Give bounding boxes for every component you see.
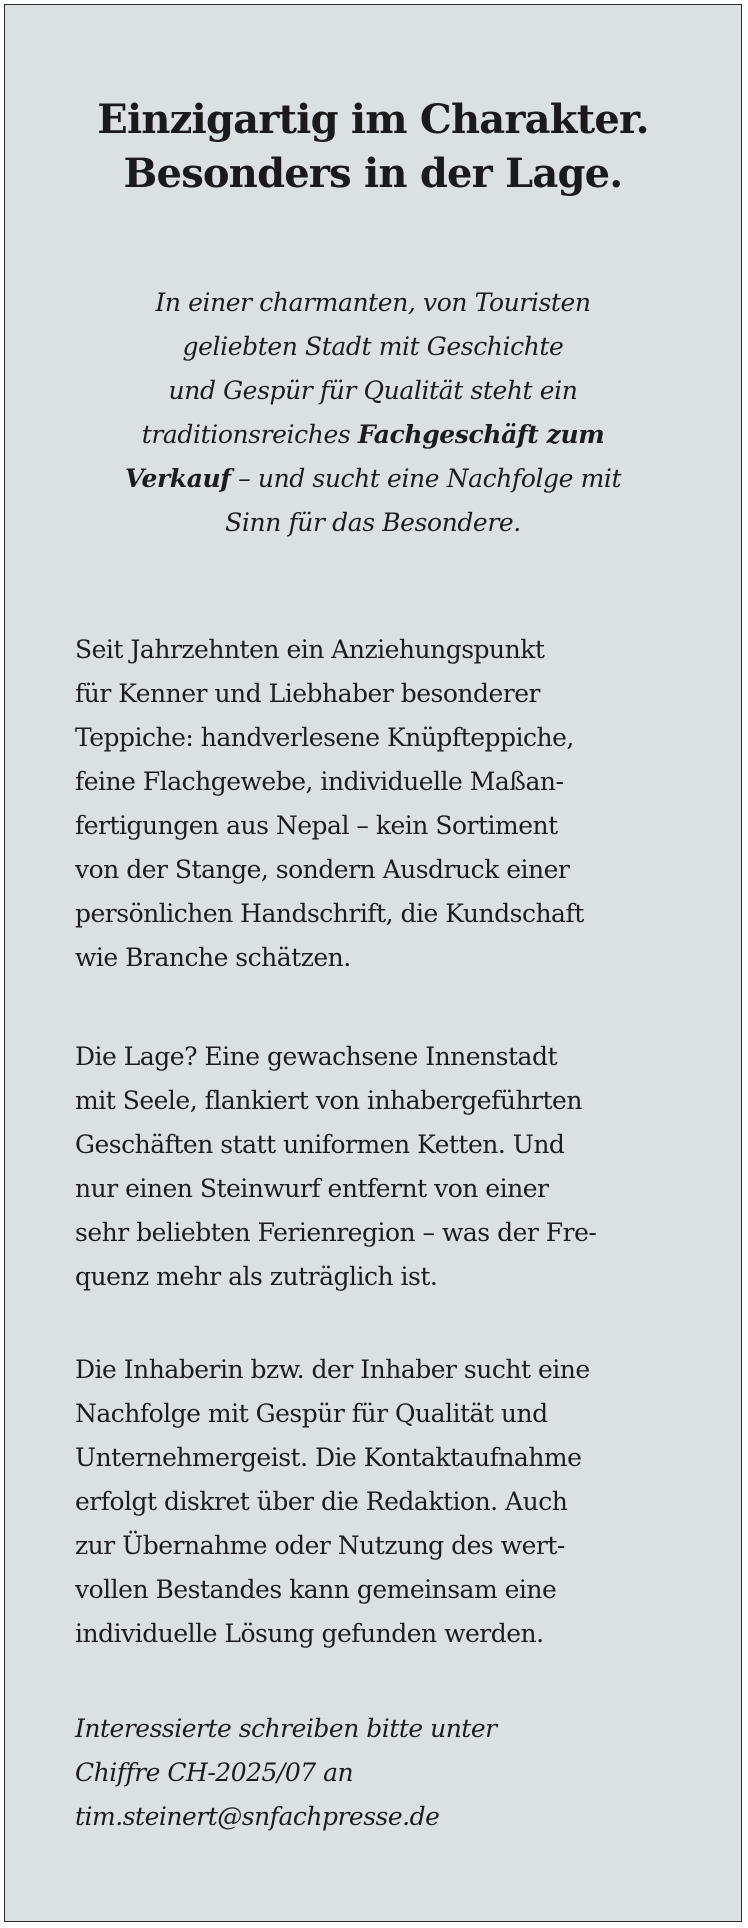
paragraph-shop-description	[75, 628, 711, 980]
paragraph-line: Die Lage? Eine gewachsene Innenstadt	[75, 1042, 557, 1071]
paragraph-line: nur einen Steinwurf entfernt von einer	[75, 1174, 549, 1203]
paragraph-location	[75, 1035, 711, 1299]
intro-emphasis: Verkauf	[124, 464, 231, 493]
paragraph-line: mit Seele, flankiert von inhabergeführten	[75, 1086, 582, 1115]
paragraph-line: für Kenner und Liebhaber besonderer	[75, 679, 540, 708]
paragraph-line: zur Übernahme oder Nutzung des wert-	[75, 1531, 565, 1560]
intro-emphasis: Fachgeschäft zum	[357, 420, 605, 449]
paragraph-line: Seit Jahrzehnten ein Anziehungspunkt	[75, 635, 545, 664]
intro-text-fragment: – und sucht eine Nachfolge mit	[230, 464, 622, 493]
contact-line: Chiffre CH-2025/07 an	[75, 1758, 354, 1787]
intro-line: In einer charmanten, von Touristen	[155, 288, 591, 317]
paragraph-line: quenz mehr als zuträglich ist.	[75, 1262, 438, 1291]
headline-line-1: Einzigartig im Charakter.	[97, 96, 649, 143]
paragraph-line: Unternehmergeist. Die Kontaktaufnahme	[75, 1443, 582, 1472]
intro-text	[45, 281, 701, 545]
paragraph-line: vollen Bestandes kann gemeinsam eine	[75, 1575, 557, 1604]
intro-line: und Gespür für Qualität steht ein	[168, 376, 578, 405]
paragraph-succession	[75, 1348, 711, 1656]
paragraph-line: persönlichen Handschrift, die Kundschaft	[75, 899, 584, 928]
intro-line: geliebten Stadt mit Geschichte	[182, 332, 564, 361]
paragraph-line: Die Inhaberin bzw. der Inhaber sucht eine	[75, 1355, 590, 1384]
paragraph-line: von der Stange, sondern Ausdruck einer	[75, 855, 570, 884]
paragraph-line: Geschäften statt uniformen Ketten. Und	[75, 1130, 565, 1159]
paragraph-line: Teppiche: handverlesene Knüpfteppiche,	[75, 723, 574, 752]
intro-text-fragment: traditionsreiches	[141, 420, 358, 449]
paragraph-line: Nachfolge mit Gespür für Qualität und	[75, 1399, 548, 1428]
intro-line	[45, 457, 701, 501]
contact-line: Interessierte schreiben bitte unter	[75, 1714, 497, 1743]
classified-ad	[4, 4, 742, 1922]
paragraph-line: wie Branche schätzen.	[75, 943, 351, 972]
headline	[25, 93, 721, 201]
paragraph-line: erfolgt diskret über die Redaktion. Auch	[75, 1487, 568, 1516]
headline-line-2: Besonders in der Lage.	[123, 150, 623, 197]
contact-note	[75, 1707, 711, 1839]
paragraph-line: fertigungen aus Nepal – kein Sortiment	[75, 811, 558, 840]
contact-email: tim.steinert@snfachpresse.de	[75, 1802, 440, 1831]
intro-line: Sinn für das Besondere.	[225, 508, 521, 537]
paragraph-line: individuelle Lösung gefunden werden.	[75, 1619, 544, 1648]
paragraph-line: sehr beliebten Ferienregion – was der Fre-	[75, 1218, 597, 1247]
paragraph-line: feine Flachgewebe, individuelle Maßan-	[75, 767, 564, 796]
intro-line	[45, 413, 701, 457]
